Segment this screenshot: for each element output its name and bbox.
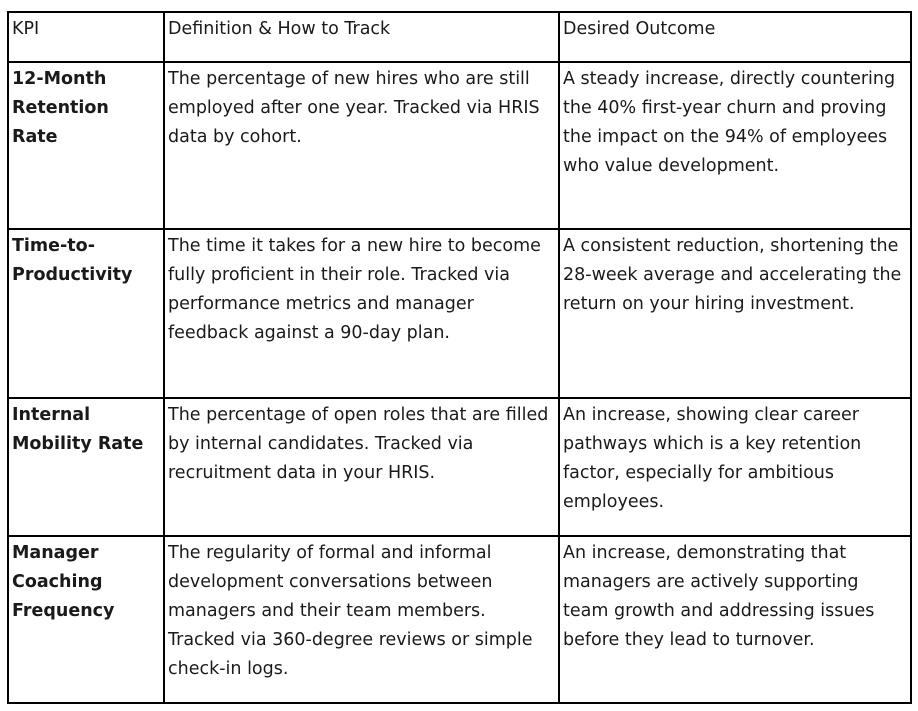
definition-cell: The percentage of new hires who are still employed after one year. Tracked via HRIS data by cohort. xyxy=(164,62,559,229)
table-row xyxy=(8,229,911,398)
table-row xyxy=(8,62,911,229)
kpi-cell: Manager Coaching Frequency xyxy=(8,536,164,703)
outcome-cell: A consistent reduction, shortening the 28-week average and accelerating the return on your hiring investment. xyxy=(559,229,911,398)
header-kpi: KPI xyxy=(8,12,164,62)
kpi-cell: Time-to-Productivity xyxy=(8,229,164,398)
header-outcome: Desired Outcome xyxy=(559,12,911,62)
outcome-cell: A steady increase, directly countering the 40% first-year churn and proving the impact on the 94% of employees who value development. xyxy=(559,62,911,229)
table-header-row xyxy=(8,12,911,62)
table-row xyxy=(8,398,911,536)
kpi-cell: 12-Month Retention Rate xyxy=(8,62,164,229)
definition-cell: The time it takes for a new hire to become fully proficient in their role. Tracked via performance metrics and manager feedback against a 90-day plan. xyxy=(164,229,559,398)
definition-cell: The regularity of formal and informal development conversations between managers and their team members. Tracked via 360-degree reviews or simple check-in logs. xyxy=(164,536,559,703)
kpi-cell: Internal Mobility Rate xyxy=(8,398,164,536)
header-definition: Definition & How to Track xyxy=(164,12,559,62)
outcome-cell: An increase, showing clear career pathways which is a key retention factor, especially for ambitious employees. xyxy=(559,398,911,536)
outcome-cell: An increase, demonstrating that managers are actively supporting team growth and addressing issues before they lead to turnover. xyxy=(559,536,911,703)
definition-cell: The percentage of open roles that are filled by internal candidates. Tracked via recruitment data in your HRIS. xyxy=(164,398,559,536)
kpi-table xyxy=(7,11,912,704)
table-row xyxy=(8,536,911,703)
